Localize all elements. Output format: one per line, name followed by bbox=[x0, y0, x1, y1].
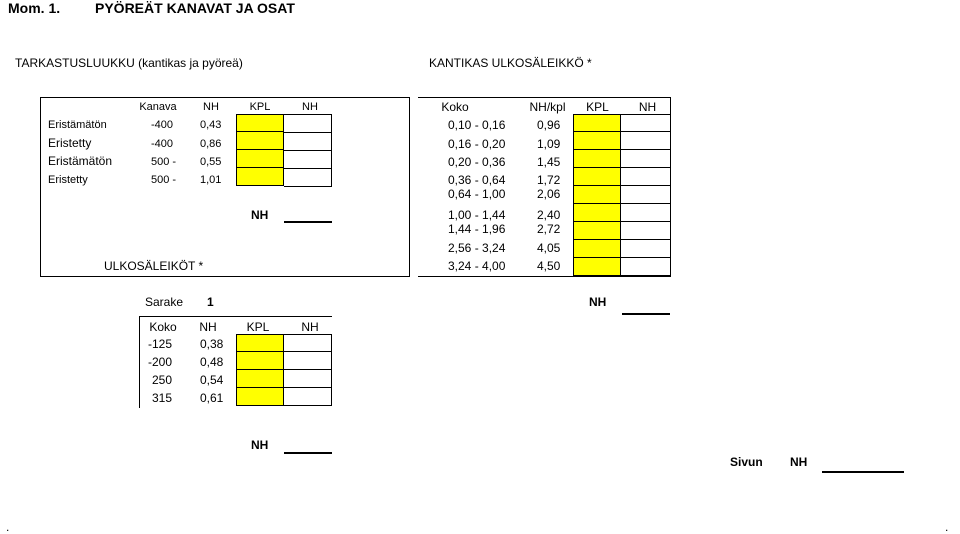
saleikko-row-nh: 4,05 bbox=[537, 241, 561, 255]
corner-dot-left: . bbox=[6, 520, 10, 534]
section-title-luukku: TARKASTUSLUUKKU (kantikas ja pyöreä) bbox=[15, 56, 243, 70]
pyorea-row-nh: 0,61 bbox=[200, 391, 224, 405]
luukku-row-nh: 0,86 bbox=[200, 138, 222, 150]
sivun-label: Sivun bbox=[730, 455, 763, 469]
saleikko-row-koko: 0,20 - 0,36 bbox=[448, 155, 506, 169]
pyorea-header-kpl: KPL bbox=[246, 320, 270, 334]
saleikko-nh-cell bbox=[621, 132, 671, 150]
saleikko-row-koko: 0,36 - 0,64 bbox=[448, 173, 506, 187]
luukku-total-line bbox=[284, 221, 332, 223]
pyorea-header-nh: NH bbox=[199, 320, 217, 334]
saleikko-header-nhkpl: NH/kpl bbox=[529, 100, 566, 114]
pyorea-header-nh2: NH bbox=[301, 320, 319, 334]
pyorea-nh-cell bbox=[284, 370, 332, 388]
luukku-row-name: Eristetty bbox=[48, 174, 88, 186]
saleikko-nh-cell bbox=[621, 150, 671, 168]
pyorea-kpl-input[interactable] bbox=[236, 334, 284, 352]
saleikko-nh-cell bbox=[621, 186, 671, 204]
pyorea-row-koko: -125 bbox=[147, 337, 172, 351]
saleikko-header-kpl: KPL bbox=[586, 100, 609, 114]
sarake-nh-label: NH bbox=[589, 295, 607, 309]
saleikko-row-nh: 4,50 bbox=[537, 259, 561, 273]
saleikko-row-nh: 2,72 bbox=[537, 222, 561, 236]
bottom-nh-line bbox=[284, 452, 332, 454]
page-title: PYÖREÄT KANAVAT JA OSAT bbox=[95, 0, 295, 16]
saleikko-header-nh: NH bbox=[638, 100, 657, 114]
saleikko-row-koko: 1,44 - 1,96 bbox=[448, 222, 506, 236]
saleikko-row-nh: 1,45 bbox=[537, 155, 561, 169]
saleikko-nh-cell bbox=[621, 204, 671, 222]
saleikko-row-nh: 0,96 bbox=[537, 118, 561, 132]
pyorea-row-koko: 250 bbox=[151, 373, 172, 387]
saleikko-nh-cell bbox=[621, 114, 671, 132]
sarake-number: 1 bbox=[207, 295, 214, 309]
luukku-header-nh: NH bbox=[203, 101, 219, 113]
saleikko-header-koko: Koko bbox=[441, 100, 469, 114]
pyorea-row-koko: 315 bbox=[151, 391, 172, 405]
pyorea-nh-cell bbox=[284, 334, 332, 352]
sarake-nh-line bbox=[622, 313, 670, 315]
saleikko-row-koko: 3,24 - 4,00 bbox=[448, 259, 506, 273]
luukku-total-label: NH bbox=[251, 208, 269, 222]
sarake-label: Sarake bbox=[145, 295, 184, 309]
bottom-nh-label: NH bbox=[251, 438, 269, 452]
saleikko-row-koko: 1,00 - 1,44 bbox=[448, 208, 506, 222]
saleikko-kpl-input[interactable] bbox=[573, 186, 621, 204]
pyorea-header-koko: Koko bbox=[149, 320, 177, 334]
luukku-header-kanava: Kanava bbox=[139, 101, 177, 113]
saleikko-kpl-input[interactable] bbox=[573, 222, 621, 240]
saleikko-nh-cell bbox=[621, 222, 671, 240]
luukku-row-nh: 0,55 bbox=[200, 156, 222, 168]
luukku-kpl-input[interactable] bbox=[236, 168, 284, 186]
luukku-kpl-input[interactable] bbox=[236, 150, 284, 168]
saleikko-kpl-input[interactable] bbox=[573, 240, 621, 258]
page-number: Mom. 1. bbox=[8, 0, 61, 16]
luukku-row-size: 500 - bbox=[151, 156, 177, 168]
saleikko-nh-cell bbox=[621, 258, 671, 276]
saleikko-nh-cell bbox=[621, 240, 671, 258]
saleikko-kpl-input[interactable] bbox=[573, 168, 621, 186]
saleikko-kpl-input[interactable] bbox=[573, 204, 621, 222]
saleikko-kpl-input[interactable] bbox=[573, 114, 621, 132]
saleikko-kpl-input[interactable] bbox=[573, 258, 621, 276]
pyorea-kpl-input[interactable] bbox=[236, 352, 284, 370]
luukku-row-name: Eristetty bbox=[48, 136, 92, 150]
saleikko-row-koko: 0,16 - 0,20 bbox=[448, 137, 506, 151]
saleikko-row-nh: 1,72 bbox=[537, 173, 561, 187]
luukku-kpl-input[interactable] bbox=[236, 114, 284, 132]
saleikko-nh-cell bbox=[621, 168, 671, 186]
saleikko-row-koko: 0,10 - 0,16 bbox=[448, 118, 506, 132]
luukku-header-kpl: KPL bbox=[249, 101, 271, 113]
pyorea-nh-cell bbox=[284, 352, 332, 370]
saleikko-row-koko: 2,56 - 3,24 bbox=[448, 241, 506, 255]
luukku-row-size: -400 bbox=[151, 138, 174, 150]
luukku-header-nh2: NH bbox=[302, 101, 318, 113]
luukku-row-nh: 1,01 bbox=[200, 174, 222, 186]
pyorea-row-koko: -200 bbox=[147, 355, 172, 369]
sivun-nh-label: NH bbox=[790, 455, 808, 469]
sivun-nh-line bbox=[822, 471, 904, 473]
saleikko-row-nh: 2,06 bbox=[537, 187, 561, 201]
saleikko-kpl-input[interactable] bbox=[573, 132, 621, 150]
saleikko-row-nh: 2,40 bbox=[537, 208, 561, 222]
saleikko-kpl-input[interactable] bbox=[573, 150, 621, 168]
luukku-kpl-input[interactable] bbox=[236, 132, 284, 150]
pyorea-row-nh: 0,38 bbox=[200, 337, 224, 351]
luukku-row-size: 500 - bbox=[151, 174, 177, 186]
pyorea-row-nh: 0,54 bbox=[200, 373, 224, 387]
luukku-row-nh: 0,43 bbox=[200, 119, 222, 131]
pyorea-nh-cell bbox=[284, 388, 332, 406]
section-title-saleikko: KANTIKAS ULKOSÄLEIKKÖ * bbox=[429, 56, 592, 70]
saleikko-row-koko: 0,64 - 1,00 bbox=[448, 187, 506, 201]
corner-dot-right: . bbox=[945, 520, 949, 534]
pyorea-row-nh: 0,48 bbox=[200, 355, 224, 369]
luukku-row-size: -400 bbox=[151, 119, 174, 131]
saleikko-row-nh: 1,09 bbox=[537, 137, 561, 151]
pyorea-kpl-input[interactable] bbox=[236, 388, 284, 406]
ulkosaleikot-label: ULKOSÄLEIKÖT * bbox=[104, 259, 204, 273]
luukku-row-name: Eristämätön bbox=[48, 154, 113, 168]
luukku-row-name: Eristämätön bbox=[48, 119, 107, 131]
pyorea-kpl-input[interactable] bbox=[236, 370, 284, 388]
